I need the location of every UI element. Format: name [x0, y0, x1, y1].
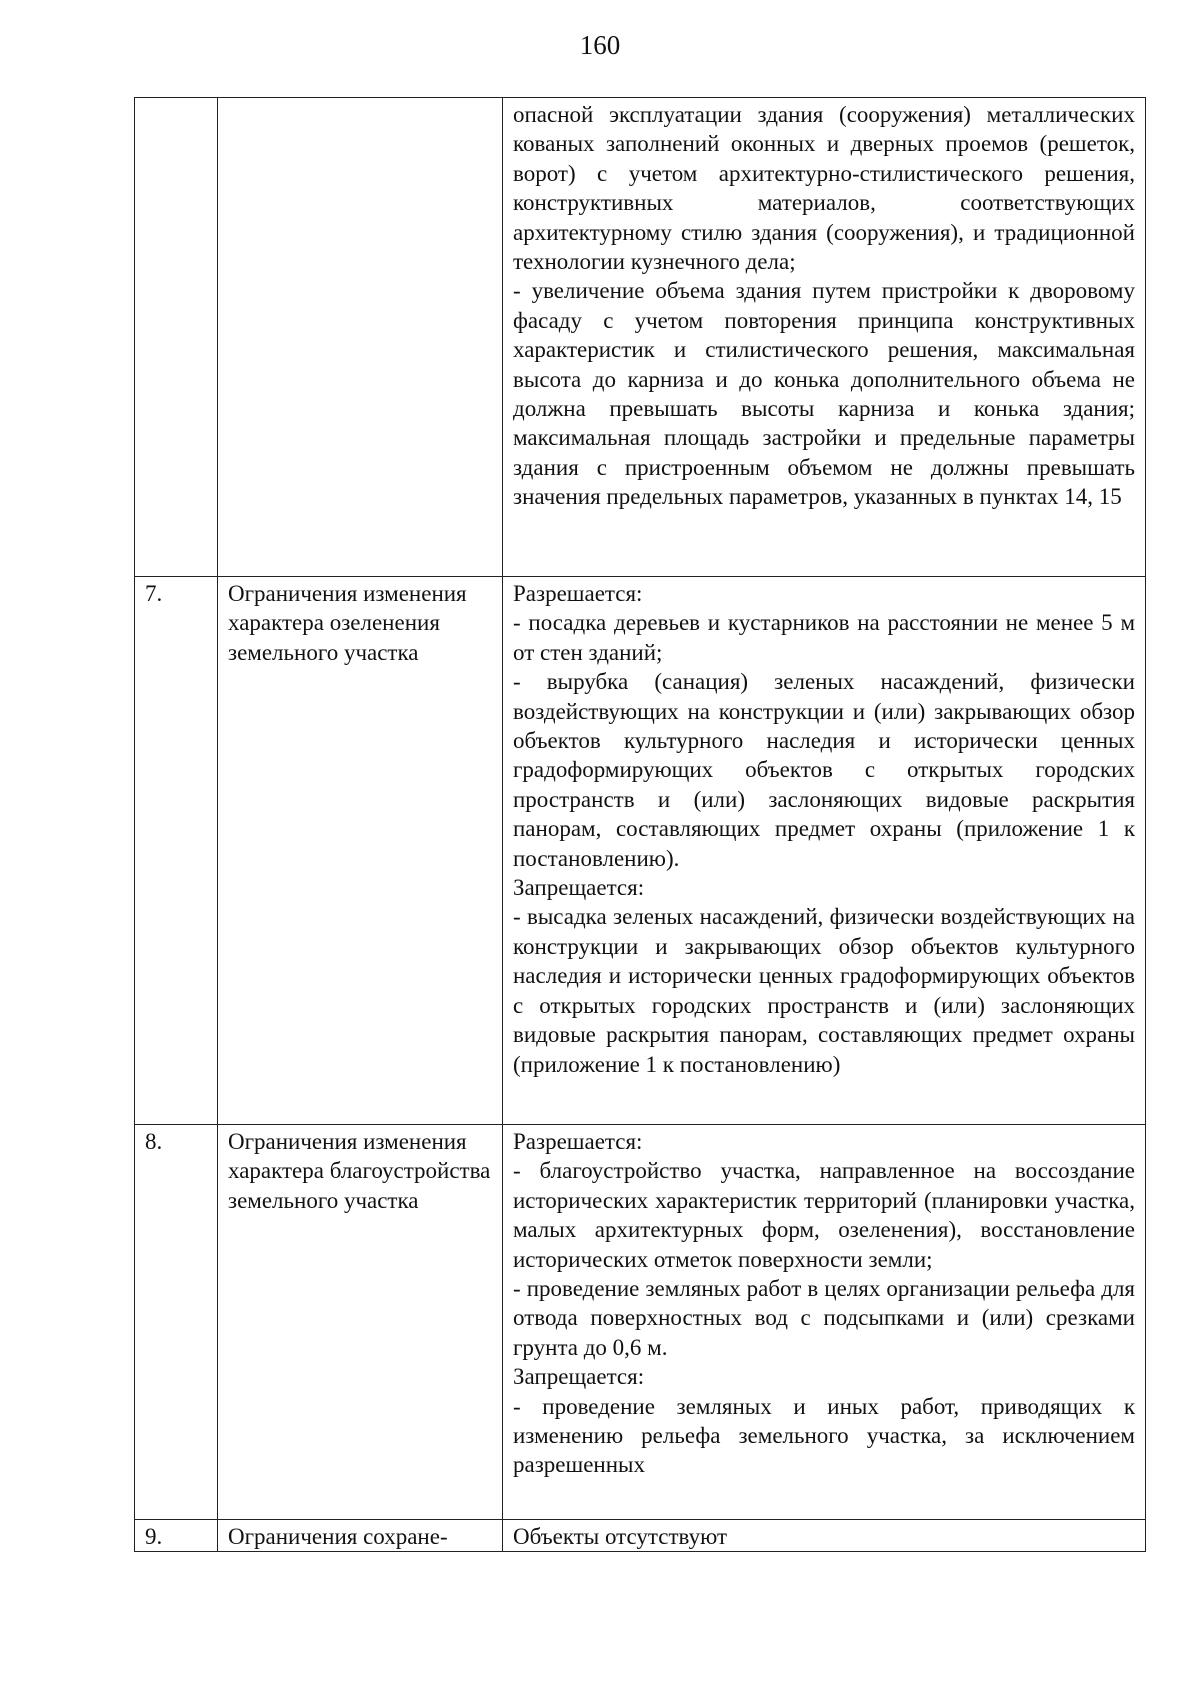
description-paragraph: - проведение земляных и иных работ, приводящих к изменению рельефа земельного участка, за исключением разрешенных: [513, 1393, 1135, 1478]
restriction-description-cell: [503, 1520, 1146, 1552]
description-paragraph: - увеличение объема здания путем пристройки к дворовому фасаду с учетом повторения принципа конструктивных характеристик и стилистического решения, максимальная высота до карниза и до конька дополнительного объема не должна превышать высоты карниза и конька здания; максимальная площадь застройки и предельные параметры здания с пристроенным объемом не должны превышать значения предельных параметров, указанных в пунктах 14, 15: [513, 278, 1135, 510]
description-paragraph: опасной эксплуатации здания (сооружения) металлических кованых заполнений оконных и дверных проемов (решеток, ворот) с учетом архитектурно-стилистического решения, конструктивных материалов, соответствующих архитектурному стилю здания (сооружения), и традиционной технологии кузнечного дела;: [513, 102, 1135, 275]
description-paragraph: - проведение земляных работ в целях организации рельефа для отвода поверхностных вод с подсыпками и (или) срезками грунта до 0,6 м.: [513, 1276, 1135, 1360]
table-row: [135, 1125, 1146, 1520]
description-paragraph: Объекты отсутствуют: [513, 1524, 727, 1549]
table-row: [135, 1520, 1146, 1552]
restriction-description-cell: [503, 577, 1146, 1125]
restriction-name-cell: Ограничения изменения характера благоустройства земельного участка: [218, 1125, 503, 1520]
description-paragraph: Запрещается:: [513, 1364, 645, 1390]
row-number-cell: 7.: [135, 577, 218, 1125]
restriction-name-cell: [218, 98, 503, 577]
description-paragraph: Запрещается:: [513, 875, 645, 901]
row-number-cell: 9.: [135, 1520, 218, 1552]
page-number: 160: [579, 30, 621, 60]
description-paragraph: Разрешается:: [513, 581, 643, 606]
row-number-cell: 8.: [135, 1125, 218, 1520]
restriction-name-cell: Ограничения изменения характера озеленения земельного участка: [218, 577, 503, 1125]
restriction-description-cell: [503, 1125, 1146, 1520]
description-paragraph: - высадка зеленых насаждений, физически воздействующих на конструкции и закрывающих обзор объектов культурного наследия и исторически ценных градоформирующих объектов с открытых городских пространств и (или) заслоняющих видовые раскрытия панорам, составляющих предмет охраны (приложение 1 к постановлению): [513, 904, 1135, 1077]
restriction-name-cell: Ограничения сохране-: [218, 1520, 503, 1552]
description-paragraph: - благоустройство участка, направленное на воссоздание исторических характеристик территорий (планировки участка, малых архитектурных форм, озеленения), восстановление исторических отметок поверхности земли;: [513, 1158, 1135, 1272]
regulations-table: [134, 97, 1146, 1552]
description-paragraph: - посадка деревьев и кустарников на расстоянии не менее 5 м от стен зданий;: [513, 610, 1135, 665]
restriction-description-cell: [503, 98, 1146, 577]
table-row: [135, 577, 1146, 1125]
table-row: [135, 98, 1146, 577]
row-number-cell: [135, 98, 218, 577]
description-paragraph: - вырубка (санация) зеленых насаждений, физически воздействующих на конструкции и (или) закрывающих обзор объектов культурного наследия и исторически ценных градоформирующих объектов с открытых городских пространств и (или) заслоняющих видовые раскрытия панорам, составляющих предмет охраны (приложение 1 к постановлению).: [513, 669, 1135, 871]
description-paragraph: Разрешается:: [513, 1129, 643, 1154]
